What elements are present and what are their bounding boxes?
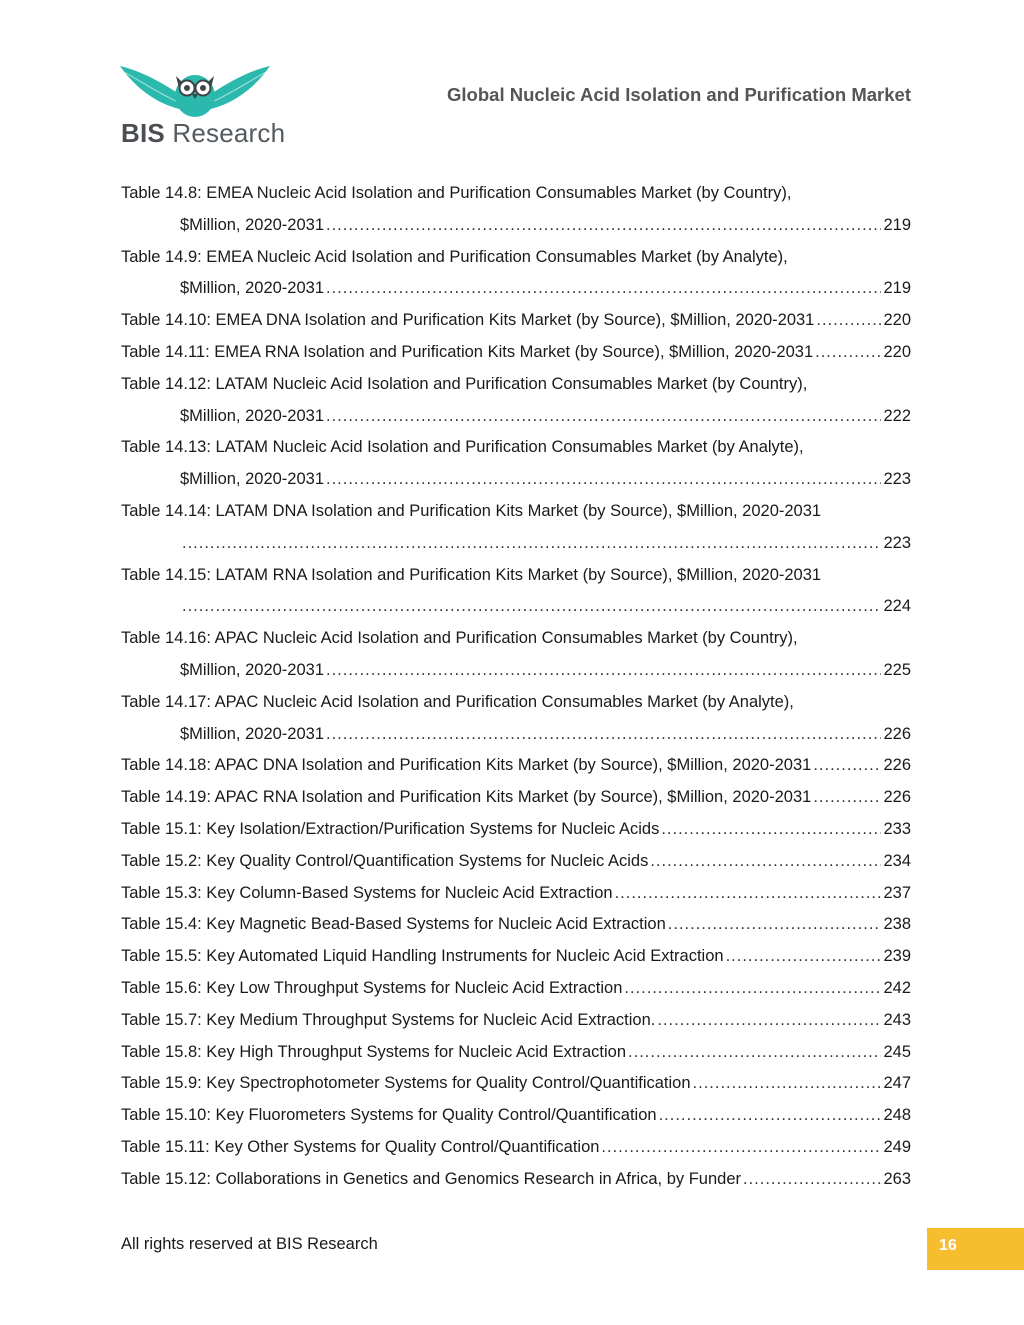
dot-leader [813, 750, 881, 782]
toc-entry-title: Table 15.10: Key Fluorometers Systems for Quality Control/Quantification [121, 1106, 657, 1125]
toc-entry[interactable] [121, 337, 911, 369]
toc-entry[interactable] [121, 1037, 911, 1069]
toc-entry-title: Table 14.17: APAC Nucleic Acid Isolation and Purification Consumables Market (by Analyte), [121, 692, 794, 711]
toc-entry[interactable] [121, 814, 911, 846]
toc-entry-title: Table 14.14: LATAM DNA Isolation and Purification Kits Market (by Source), $Million, 2020-2031 [121, 501, 822, 520]
dot-leader [743, 1164, 881, 1196]
toc-page-number: 219 [883, 279, 911, 298]
dot-leader [601, 1132, 881, 1164]
toc-page-number: 220 [883, 311, 911, 330]
dot-leader [650, 846, 881, 878]
dot-leader [326, 210, 881, 242]
toc-page-number: 238 [883, 915, 911, 934]
toc-entry-title: Table 15.11: Key Other Systems for Quality Control/Quantification [121, 1137, 600, 1156]
toc-entry-continuation: $Million, 2020-2031 [180, 470, 325, 489]
toc-entry[interactable] [121, 878, 911, 910]
document-title: Global Nucleic Acid Isolation and Purification Market [447, 84, 911, 105]
toc-entry[interactable] [121, 496, 911, 560]
toc-page-number: 222 [883, 406, 911, 425]
toc-page-number: 249 [883, 1137, 911, 1156]
toc-page-number: 239 [883, 947, 911, 966]
toc-entry[interactable] [121, 560, 911, 624]
toc-page-number: 223 [883, 533, 911, 552]
toc-entry-continuation: $Million, 2020-2031 [180, 279, 325, 298]
dot-leader [816, 305, 881, 337]
toc-page-number: 224 [883, 597, 911, 616]
dot-leader [659, 1100, 882, 1132]
table-of-contents [121, 178, 911, 1196]
dot-leader [661, 814, 881, 846]
toc-entry[interactable] [121, 1068, 911, 1100]
toc-page-number: 243 [883, 1010, 911, 1029]
toc-page-number: 223 [883, 470, 911, 489]
page-number: 16 [939, 1237, 957, 1254]
toc-page-number: 226 [883, 756, 911, 775]
toc-entry-title: Table 15.8: Key High Throughput Systems for Nucleic Acid Extraction [121, 1042, 627, 1061]
toc-entry-title: Table 14.10: EMEA DNA Isolation and Purification Kits Market (by Source), $Million, 2020-2031 [121, 311, 815, 330]
dot-leader [326, 464, 881, 496]
dot-leader [628, 1037, 881, 1069]
dot-leader [693, 1068, 882, 1100]
dot-leader [815, 337, 881, 369]
dot-leader [657, 1005, 881, 1037]
toc-entry-title: Table 15.7: Key Medium Throughput Systems for Nucleic Acid Extraction. [121, 1010, 656, 1029]
toc-entry-title: Table 15.5: Key Automated Liquid Handling Instruments for Nucleic Acid Extraction [121, 947, 724, 966]
dot-leader [326, 273, 881, 305]
toc-entry-title: Table 14.15: LATAM RNA Isolation and Purification Kits Market (by Source), $Million, 2020-2031 [121, 565, 822, 584]
toc-entry-continuation: $Million, 2020-2031 [180, 660, 325, 679]
toc-entry-continuation: $Million, 2020-2031 [180, 215, 325, 234]
toc-entry[interactable] [121, 909, 911, 941]
toc-page-number: 219 [883, 215, 911, 234]
toc-entry-title: Table 14.9: EMEA Nucleic Acid Isolation and Purification Consumables Market (by Analyte), [121, 247, 788, 266]
toc-entry[interactable] [121, 623, 911, 687]
dot-leader [182, 591, 881, 623]
toc-entry[interactable] [121, 369, 911, 433]
toc-page-number: 220 [883, 342, 911, 361]
toc-page-number: 263 [883, 1169, 911, 1188]
toc-entry-title: Table 15.1: Key Isolation/Extraction/Purification Systems for Nucleic Acids [121, 819, 660, 838]
toc-entry[interactable] [121, 1164, 911, 1196]
toc-page-number: 245 [883, 1042, 911, 1061]
toc-entry[interactable] [121, 687, 911, 751]
toc-entry-title: Table 15.3: Key Column-Based Systems for Nucleic Acid Extraction [121, 883, 613, 902]
toc-entry-continuation: $Million, 2020-2031 [180, 724, 325, 743]
dot-leader [668, 909, 882, 941]
toc-entry-title: Table 14.16: APAC Nucleic Acid Isolation and Purification Consumables Market (by Country), [121, 629, 798, 648]
dot-leader [726, 941, 882, 973]
toc-entry[interactable] [121, 178, 911, 242]
dot-leader [326, 401, 881, 433]
toc-entry-title: Table 14.8: EMEA Nucleic Acid Isolation and Purification Consumables Market (by Country), [121, 184, 792, 202]
toc-entry-title: Table 15.6: Key Low Throughput Systems for Nucleic Acid Extraction [121, 978, 623, 997]
footer-rights: All rights reserved at BIS Research [121, 1235, 378, 1253]
dot-leader [326, 655, 881, 687]
toc-entry[interactable] [121, 432, 911, 496]
toc-entry-title: Table 14.18: APAC DNA Isolation and Purification Kits Market (by Source), $Million, 2020-2031 [121, 756, 812, 775]
toc-entry[interactable] [121, 973, 911, 1005]
toc-entry-title: Table 14.12: LATAM Nucleic Acid Isolation and Purification Consumables Market (by Country), [121, 374, 808, 393]
toc-entry-title: Table 15.4: Key Magnetic Bead-Based Systems for Nucleic Acid Extraction [121, 915, 666, 934]
dot-leader [813, 782, 881, 814]
toc-entry[interactable] [121, 242, 911, 306]
toc-entry[interactable] [121, 305, 911, 337]
toc-entry[interactable] [121, 1100, 911, 1132]
toc-page-number: 233 [883, 819, 911, 838]
toc-entry-continuation: $Million, 2020-2031 [180, 406, 325, 425]
brand-wordmark [121, 118, 285, 149]
toc-page-number: 247 [883, 1074, 911, 1093]
toc-entry-title: Table 14.13: LATAM Nucleic Acid Isolation and Purification Consumables Market (by Analyte), [121, 438, 804, 457]
toc-entry-title: Table 15.12: Collaborations in Genetics and Genomics Research in Africa, by Funder [121, 1169, 741, 1188]
toc-page-number: 242 [883, 978, 911, 997]
toc-entry[interactable] [121, 750, 911, 782]
dot-leader [624, 973, 881, 1005]
toc-entry-title: Table 14.19: APAC RNA Isolation and Purification Kits Market (by Source), $Million, 2020-2031 [121, 788, 812, 807]
toc-entry[interactable] [121, 941, 911, 973]
toc-page-number: 234 [883, 851, 911, 870]
toc-entry[interactable] [121, 846, 911, 878]
toc-entry[interactable] [121, 1132, 911, 1164]
toc-page-number: 248 [883, 1106, 911, 1125]
brand-light: Research [172, 118, 286, 148]
toc-entry[interactable] [121, 782, 911, 814]
dot-leader [615, 878, 882, 910]
toc-page-number: 226 [883, 724, 911, 743]
brand-bold: BIS [121, 118, 165, 148]
toc-page-number: 226 [883, 788, 911, 807]
page-number-badge [927, 1228, 1024, 1270]
toc-entry-title: Table 15.2: Key Quality Control/Quantification Systems for Nucleic Acids [121, 851, 649, 870]
toc-page-number: 237 [883, 883, 911, 902]
dot-leader [182, 528, 881, 560]
toc-entry-title: Table 14.11: EMEA RNA Isolation and Purification Kits Market (by Source), $Million, 2020-2031 [121, 342, 814, 361]
dot-leader [326, 719, 881, 751]
toc-page-number: 225 [883, 660, 911, 679]
toc-entry[interactable] [121, 1005, 911, 1037]
toc-entry-title: Table 15.9: Key Spectrophotometer Systems for Quality Control/Quantification [121, 1074, 691, 1093]
